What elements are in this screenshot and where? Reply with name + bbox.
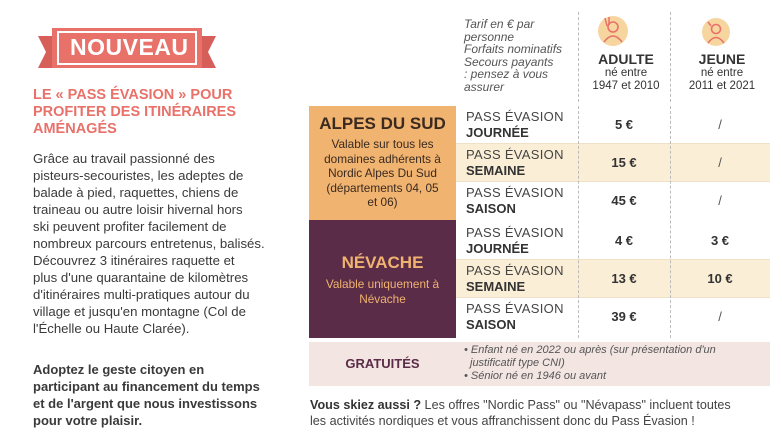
youth-column-header (672, 51, 772, 93)
body-line: Grâce au travail passionné des (33, 151, 215, 166)
row-divider (456, 297, 770, 298)
gratuites-item: • Enfant né en 2022 ou après (sur présentation d'un (464, 344, 716, 356)
adult-price: 5 € (614, 117, 634, 132)
pass-prefix: PASS ÉVASION (466, 301, 564, 316)
pass-period: SAISON (466, 201, 516, 216)
nevache-line: Névache (359, 291, 406, 306)
body-line: d'itinéraires multi-pratiques autour du (33, 287, 250, 302)
adult-person-icon (596, 14, 630, 48)
alpes-line: Nordic Alpes Du Sud (328, 166, 437, 180)
youth-price: / (718, 117, 722, 132)
adult-price: 45 € (611, 193, 637, 208)
pass-prefix: PASS ÉVASION (466, 225, 564, 240)
pass-label (466, 225, 564, 257)
column-divider (670, 12, 671, 102)
left-body-text (33, 150, 291, 337)
youth-born-label: né entre (700, 67, 744, 79)
alpes-title: ALPES DU SUD (319, 114, 446, 133)
gratuites-label: GRATUITÉS (345, 356, 420, 371)
table-row (456, 106, 770, 143)
row-divider (456, 181, 770, 182)
row-divider (456, 143, 770, 144)
pass-label (466, 109, 564, 141)
nevache-block (309, 220, 456, 338)
note-line: Secours payants (464, 54, 554, 69)
body-line: plus d'une quarantaine de kilomètres (33, 270, 249, 285)
pass-period: SEMAINE (466, 163, 526, 178)
alpes-line: et 06) (367, 195, 398, 209)
alpes-du-sud-block (309, 106, 456, 220)
note-line: : pensez à vous (464, 67, 549, 82)
pass-period: JOURNÉE (466, 125, 529, 140)
youth-price: / (718, 193, 722, 208)
column-divider (670, 106, 671, 338)
bottom-line-1 (310, 397, 770, 413)
gratuites-details (456, 342, 770, 386)
body-line: l'Échelle ou Haute Clarée). (33, 321, 190, 336)
pass-prefix: PASS ÉVASION (466, 185, 564, 200)
bottom-text: Les offres "Nordic Pass" ou "Névapass" incluent toutes (421, 398, 731, 412)
youth-title: JEUNE (698, 51, 746, 67)
gratuites-item: • Sénior né en 1946 ou avant (464, 370, 607, 382)
pass-prefix: PASS ÉVASION (466, 109, 564, 124)
note-line: Tarif en € par (464, 17, 535, 31)
table-row (456, 144, 770, 181)
pass-label (466, 301, 564, 333)
table-row (456, 222, 770, 259)
heading-line: AMÉNAGÉS (33, 121, 117, 137)
note-line: assurer (464, 79, 505, 94)
body-line: Découvrez 3 itinéraires raquette et (33, 253, 235, 268)
youth-price: 10 € (707, 271, 733, 286)
nevache-line: Valable uniquement à (325, 277, 440, 291)
alpes-line: domaines adhérents à (324, 151, 441, 166)
alpes-line: Valable sur tous les (331, 137, 434, 151)
body-line: balade à pied, raquettes, chiens de (33, 185, 239, 200)
adult-title: ADULTE (598, 51, 654, 67)
youth-person-icon (700, 16, 732, 48)
body-line: nombreux parcours entretenus, balisés. (33, 236, 265, 251)
pass-period: SAISON (466, 317, 516, 332)
left-call-to-action (33, 361, 283, 429)
youth-price: 3 € (710, 233, 730, 248)
cta-line: Adoptez le geste citoyen en (33, 362, 205, 377)
body-line: traineau ou autre loisir hivernal hors (33, 202, 243, 217)
cta-line: participant au financement du temps (33, 379, 260, 394)
youth-price: / (718, 155, 722, 170)
adult-born-label: né entre (604, 67, 648, 79)
note-line: Forfaits nominatifs (464, 42, 563, 57)
body-line: ski peuvent profiter facilement de (33, 219, 227, 234)
gratuites-item: justificatif type CNI) (470, 357, 565, 369)
cta-line: et de l'argent que nous investissons (33, 396, 258, 411)
bottom-note (310, 397, 770, 429)
adult-price: 4 € (614, 233, 634, 248)
youth-years: 2011 et 2021 (688, 80, 756, 92)
adult-years: 1947 et 2010 (592, 80, 660, 92)
heading-line: PROFITER DES ITINÉRAIRES (33, 104, 237, 120)
row-divider (456, 259, 770, 260)
alpes-description (309, 137, 456, 210)
body-line: village et jusqu'en montagne (Col de (33, 304, 246, 319)
pass-label (466, 147, 564, 179)
pass-label (466, 263, 564, 295)
column-divider (578, 12, 579, 102)
nouveau-label: NOUVEAU (70, 34, 189, 60)
pass-period: JOURNÉE (466, 241, 529, 256)
pass-prefix: PASS ÉVASION (466, 147, 564, 162)
bottom-lead: Vous skiez aussi ? (310, 398, 422, 412)
adult-price: 13 € (611, 271, 637, 286)
table-row (456, 182, 770, 219)
nevache-description (309, 277, 456, 306)
cta-line: pour votre plaisir. (33, 413, 143, 428)
left-heading (33, 87, 288, 138)
table-row (456, 260, 770, 297)
youth-price: / (718, 309, 722, 324)
table-row (456, 298, 770, 335)
alpes-line: (départements 04, 05 (326, 180, 439, 195)
body-line: pisteurs-secouristes, les adeptes de (33, 168, 244, 183)
tariff-notes (464, 18, 584, 94)
adult-price: 39 € (611, 309, 637, 324)
column-divider (578, 106, 579, 338)
pass-label (466, 185, 564, 217)
nevache-title: NÉVACHE (341, 253, 424, 272)
adult-price: 15 € (611, 155, 637, 170)
heading-line: LE « PASS ÉVASION » POUR (33, 87, 233, 103)
bottom-line-2: les activités nordiques et vous affranchissent donc du Pass Évasion ! (310, 414, 695, 428)
pass-period: SEMAINE (466, 279, 526, 294)
gratuites-label-cell (309, 342, 456, 386)
pass-prefix: PASS ÉVASION (466, 263, 564, 278)
adult-column-header (580, 51, 672, 93)
note-line: personne (464, 29, 515, 44)
